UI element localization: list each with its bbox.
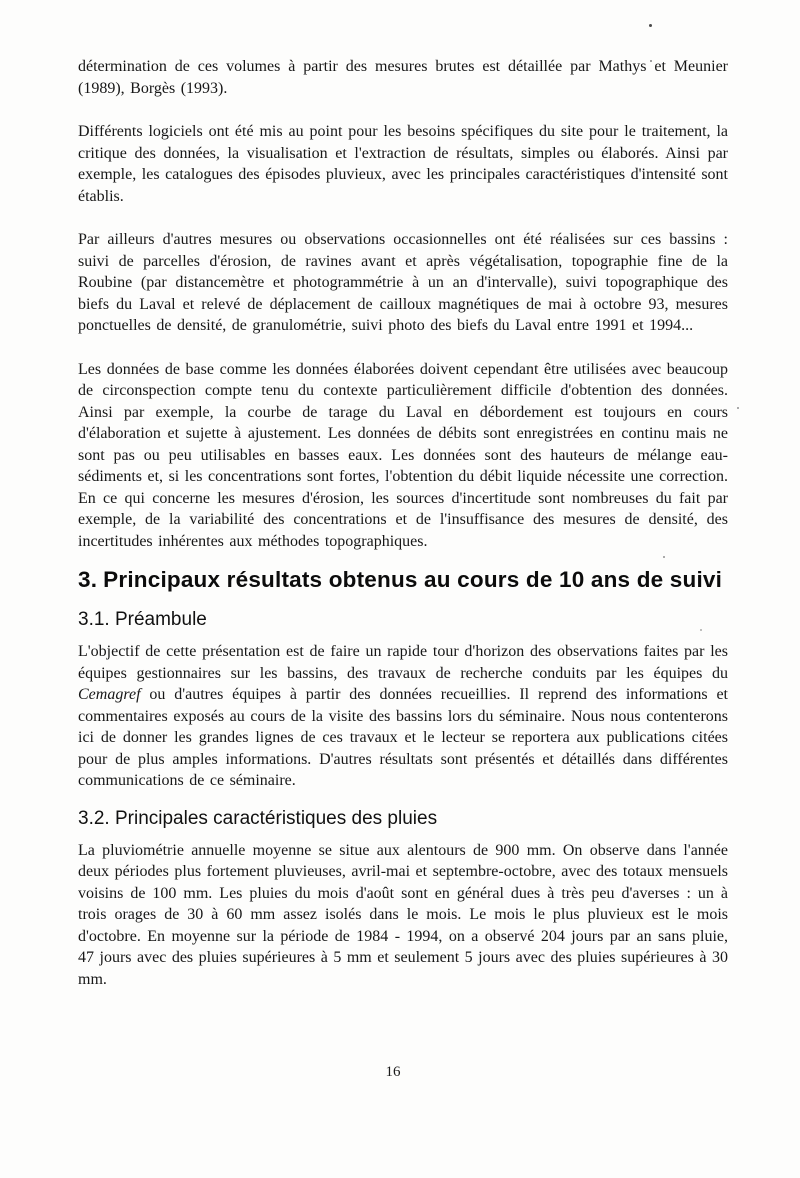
paragraph-pluviometrie-body: La pluviométrie annuelle moyenne se situe aux alentours de 900 mm. On observe dans l'année deux périodes plus fortement pluvieuses, avril-mai et septembre-octobre, avec des totaux mensuels voisins de 100 mm. Les pluies du mois d'août sont en général dues à très peu d'averses : un à trois orages de 30 à 60 mm assez isolés dans le mois. Le mois le plus pluvieux est le mois d'octobre. En moyenne sur la période de 1984 - 1994, on a observé 204 jours par an sans pluie, 47 jours avec des pluies supérieures à 5 mm et seulement 5 jours avec des pluies supérieures à 30 mm. — [78, 841, 728, 988]
section-3-2-heading: 3.2. Principales caractéristiques des pluies — [78, 807, 438, 829]
section-3-heading — [78, 566, 728, 594]
section-3-1-heading: 3.1. Préambule — [78, 609, 207, 630]
paragraph-continuation-volumes: détermination de ces volumes à partir des mesures brutes est détaillée par Mathys et Meunier (1989), Borgès (1993). — [78, 58, 728, 97]
cemagref-italic-term: Cemagref — [78, 686, 141, 703]
paragraph-autres-mesures: Par ailleurs d'autres mesures ou observations occasionnelles ont été réalisées sur ces bassins : suivi de parcelles d'érosion, de ravines avant et après végétalisation, topographie fine de la Roubine (par distancemètre et photogrammétrie à un an d'intervalle), suivi topographique des biefs du Laval et relevé de déplacement de cailloux magnétiques de mai à octobre 93, mesures ponctuelles de densité, de granulométrie, suivi photo des biefs du Laval entre 1991 et 1994... — [78, 231, 728, 334]
section-3-title: Principaux résultats obtenus au cours de 10 ans de suivi — [103, 567, 723, 592]
section-3-number: 3. — [78, 567, 98, 592]
paragraph-logiciels: Différents logiciels ont été mis au point pour les besoins spécifiques du site pour le traitement, la critique des données, la visualisation et l'extraction de résultats, simples ou élaborés. Ainsi par exemple, les catalogues des épisodes pluvieux, avec les principales caractéristiques d'intensité sont établis. — [78, 123, 728, 205]
paragraph-preambule-body — [78, 641, 728, 792]
page-number: 16 — [385, 1064, 401, 1080]
preambule-text-after-italic: ou d'autres équipes à partir des données recueillies. Il reprend des informations et commentaires exposés au cours de la visite des bassins lors du séminaire. Nous nous contenterons ici de donner les grandes lignes de ces travaux et le lecteur se reportera aux publications citées pour de plus amples informations. D'autres résultats sont présentés et détaillés dans différentes communications de ce séminaire. — [78, 686, 728, 789]
preambule-text-before-italic: L'objectif de cette présentation est de faire un rapide tour d'horizon des observations faites par les équipes gestionnaires sur les bassins, des travaux de recherche conduits par les équipes du — [78, 643, 728, 682]
paragraph-donnees-de-base: Les données de base comme les données élaborées doivent cependant être utilisées avec beaucoup de circonspection compte tenu du contexte particulièrement difficile d'obtention des données. Ainsi par exemple, la courbe de tarage du Laval en débordement est toujours en cours d'élaboration et sujette à ajustement. Les données de débits sont enregistrées en continu mais ne sont pas ou peu utilisables en basses eaux. Les données sont des hauteurs de mélange eau-sédiments et, si les concentrations sont fortes, l'obtention du débit liquide nécessite une correction. En ce qui concerne les mesures d'érosion, les sources d'incertitude sont nombreuses du fait par exemple, de la variabilité des concentrations et de l'insuffisance des mesures de densité, des incertitudes inhérentes aux méthodes topographiques. — [78, 360, 728, 550]
